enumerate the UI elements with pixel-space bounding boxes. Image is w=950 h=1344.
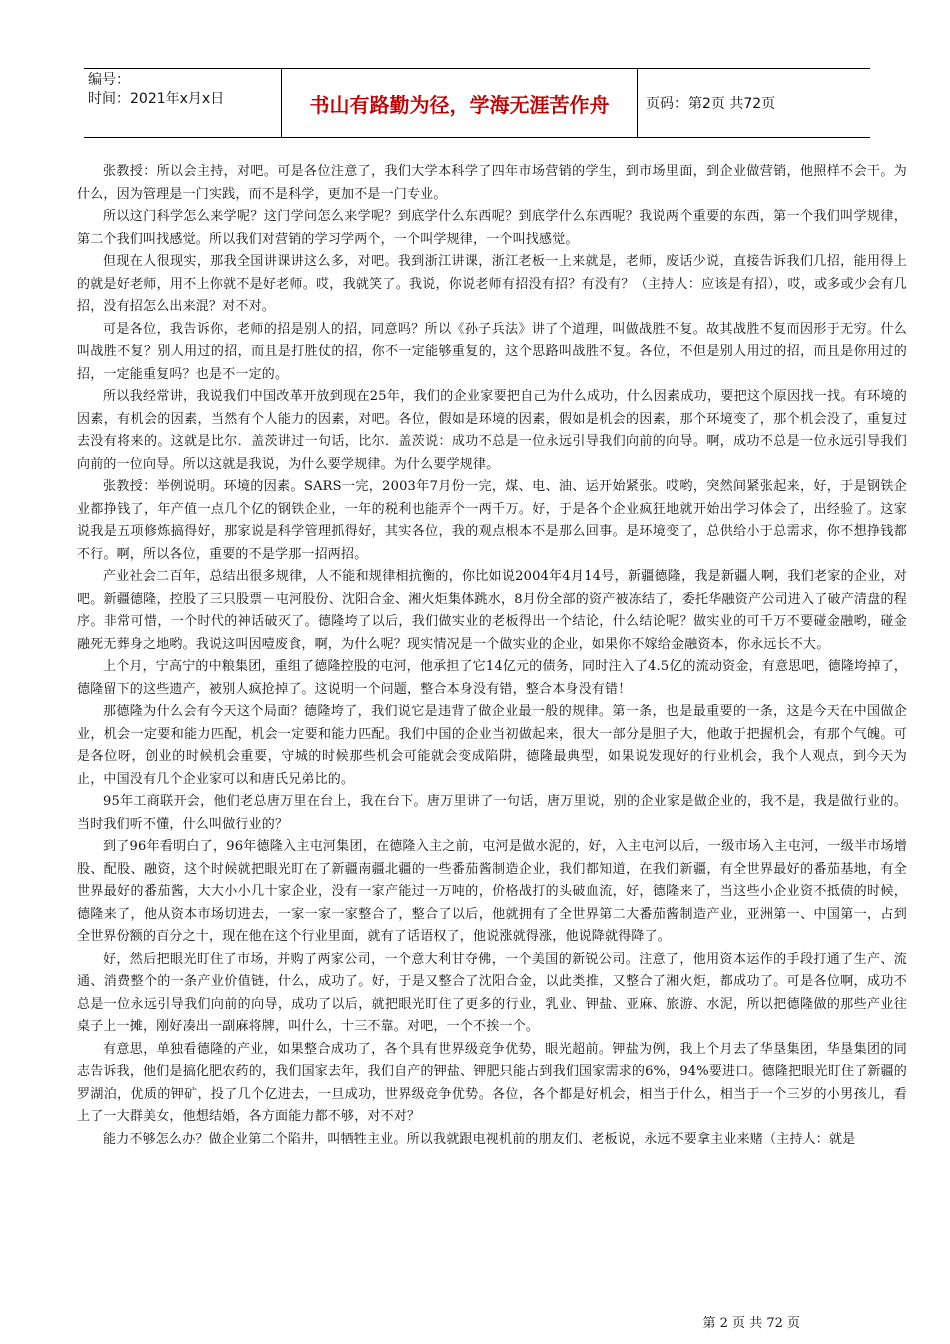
header-motto-cell [282, 69, 638, 137]
paragraph: 可是各位，我告诉你，老师的招是别人的招，同意吗？所以《孙子兵法》讲了个道理，叫做战胜不复。故其战胜不复而因形于无穷。什么叫战胜不复？别人用过的招，而且是打胜仗的招，你不一定能够重复的，这个思路叫战胜不复。各位，不但是别人用过的招，而且是你用过的招，一定能重复吗？也是不一定的。 [77, 321, 907, 382]
paragraph: 张教授：举例说明。环境的因素。SARS一完，2003年7月份一完，煤、电、油、运开始紧张。哎哟，突然间紧张起来，好，于是钢铁企业都挣钱了，年产值一点几个亿的钢铁企业，一年的税利也能弄个一两千万。好，于是各个企业疯狂地就开始出学习体会了，出经验了。这家说我是五项修炼搞得好，那家说是科学管理抓得好，其实各位，我的观点根本不是那么回事。是环境变了，总供给小于总需求，你不想挣钱都不行。啊，所以各位，重要的不是学那一招两招。 [77, 479, 907, 562]
paragraph: 但现在人很现实，那我全国讲课讲这么多，对吧。我到浙江讲课，浙江老板一上来就是，老师，废话少说，直接告诉我们几招，能用得上的就是好老师，用不上你就不是好老师。哎，我就笑了。我说，你说老师有招没有招？有没有？（主持人：应该是有招），哎，或多或少会有几招，没有招怎么出来混？对不对。 [77, 254, 907, 314]
paragraph: 那德隆为什么会有今天这个局面？德隆垮了，我们说它是违背了做企业最一般的规律。第一条，也是最重要的一条，这是今天在中国做企业，机会一定要和能力匹配，机会一定要和能力匹配。我们中国的企业当初做起来，很大一部分是胆子大，他敢于把握机会，有那个气魄。可是各位呀，创业的时候机会重要，守城的时候那些机会可能就会变成陷阱，德隆最典型，如果说发现好的行业机会，我个人观点，到今天为止，中国没有几个企业家可以和唐氏兄弟比的。 [77, 704, 907, 787]
page-footer [703, 1312, 800, 1331]
motto-text: 书山有路勤为径，学海无涯苦作舟 [309, 92, 610, 117]
paragraph: 95年工商联开会，他们老总唐万里在台上，我在台下。唐万里讲了一句话，唐万里说，别的企业家是做企业的，我不是，我是做行业的。当时我们听不懂，什么叫做行业的？ [77, 794, 907, 832]
paragraph: 所以这门科学怎么来学呢？这门学问怎么来学呢？到底学什么东西呢？到底学什么东西呢？我说两个重要的东西，第一个我们叫学规律，第二个我们叫找感觉。所以我们对营销的学习学两个，一个叫学规律，一个叫找感觉。 [77, 209, 907, 247]
paragraph: 有意思，单独看德隆的产业，如果整合成功了，各个具有世界级竞争优势，眼光超前。钾盐为例，我上个月去了华垦集团，华垦集团的同志告诉我，他们是搞化肥农药的，我们国家去年，我们自产的钾盐、钾肥只能占到我们国家需求的6%，94%要进口。德隆把眼光盯住了新疆的罗湖泊，优质的钾矿，投了几个亿进去，一旦成功，世界级竞争优势。各位，各个都是好机会，相当于什么，相当于一个三岁的小男孩儿，看上了一大群美女，他想结婚，各方面能力都不够，对不对？ [77, 1041, 907, 1124]
number-label: 编号： [88, 72, 130, 88]
paragraph: 产业社会二百年，总结出很多规律，人不能和规律相抗衡的，你比如说2004年4月14号，新疆德隆，我是新疆人啊，我们老家的企业，对吧。新疆德隆，控股了三只股票－屯河股份、沈阳合金、湘火炬集体跳水，8月份全部的资产被冻结了，委托华融资产公司进入了破产清盘的程序。非常可惜，一个时代的神话破灭了。德隆垮了以后，我们做实业的老板得出一个结论，什么结论呢？做实业的可千万不要碰金融哟，碰金融死无葬身之地哟。我说这叫因噎废食，啊，为什么呢？现实情况是一个做实业的企业，如果你不嫁给金融资本，你永远长不大。 [77, 569, 907, 652]
paragraph: 到了96年看明白了，96年德隆入主屯河集团，在德隆入主之前，屯河是做水泥的，好，入主屯河以后，一级市场入主屯河，一级半市场增股、配股、融资，这个时候就把眼光盯在了新疆南疆北疆的一些番茄酱制造企业，我们都知道，在我们新疆，有全世界最好的番茄基地，有全世界最好的番茄酱，大大小小几十家企业，没有一家产能过一万吨的，价格战打的头破血流，好，德隆来了，当这些小企业资不抵债的时候，德隆来了，他从资本市场切进去，一家一家一家整合了，整合了以后，他就拥有了全世界第二大番茄酱制造产业，亚洲第一、中国第一，占到全世界份额的百分之十，现在他在这个行业里面，就有了话语权了，他说涨就得涨，他说降就得降了。 [77, 839, 907, 944]
footer-page-number: 第 2 页 共 72 页 [702, 1316, 800, 1331]
document-body [77, 161, 907, 1151]
header-meta [84, 69, 282, 137]
page-header [84, 68, 870, 138]
paragraph: 所以我经常讲，我说我们中国改革开放到现在25年，我们的企业家要把自己为什么成功，什么因素成功，要把这个原因找一找。有环境的因素，有机会的因素，当然有个人能力的因素，对吧。各位，假如是环境的因素，假如是机会的因素，那个环境变了，那个机会没了，重复过去没有将来的。这就是比尔．盖茨讲过一句话，比尔．盖茨说：成功不总是一位永远引导我们向前的向导。啊，成功不总是一位永远引导我们向前的一位向导。所以这就是我说，为什么要学规律。为什么要学规律。 [77, 389, 907, 472]
time-label: 时间：2021年x月x日 [88, 91, 225, 107]
paragraph: 能力不够怎么办？做企业第二个陷井，叫牺牲主业。所以我就跟电视机前的朋友们、老板说，永远不要拿主业来赌（主持人：就是 [103, 1131, 856, 1147]
paragraph: 张教授：所以会主持，对吧。可是各位注意了，我们大学本科学了四年市场营销的学生，到市场里面，到企业做营销，他照样不会干。为什么，因为管理是一门实践，而不是科学，更加不是一门专业。 [77, 164, 907, 202]
header-page-info [638, 69, 870, 137]
paragraph: 上个月，宁高宁的中粮集团，重组了德隆控股的屯河，他承担了它14亿元的债务，同时注入了4.5亿的流动资金，有意思吧，德隆垮掉了，德隆留下的这些遗产，被别人疯抢掉了。这说明一个问题，整合本身没有错，整合本身没有错！ [77, 659, 907, 697]
page-info-text: 页码：第2页 共72页 [646, 96, 776, 112]
paragraph: 好，然后把眼光盯住了市场，并购了两家公司，一个意大利甘夺佛，一个美国的新锐公司。注意了，他用资本运作的手段打通了生产、流通、消费整个的一条产业价值链，什么，成功了。好，于是又整合了沈阳合金，以此类推，又整合了湘火炬，都成功了。可是各位啊，成功不总是一位永远引导我们向前的向导，成功了以后，就把眼光盯住了更多的行业，乳业、钾盐、亚麻、旅游、水泥，所以把德隆做的那些产业往桌子上一摊，刚好凑出一副麻将牌，叫什么，十三不靠。对吧，一个不挨一个。 [77, 951, 907, 1034]
